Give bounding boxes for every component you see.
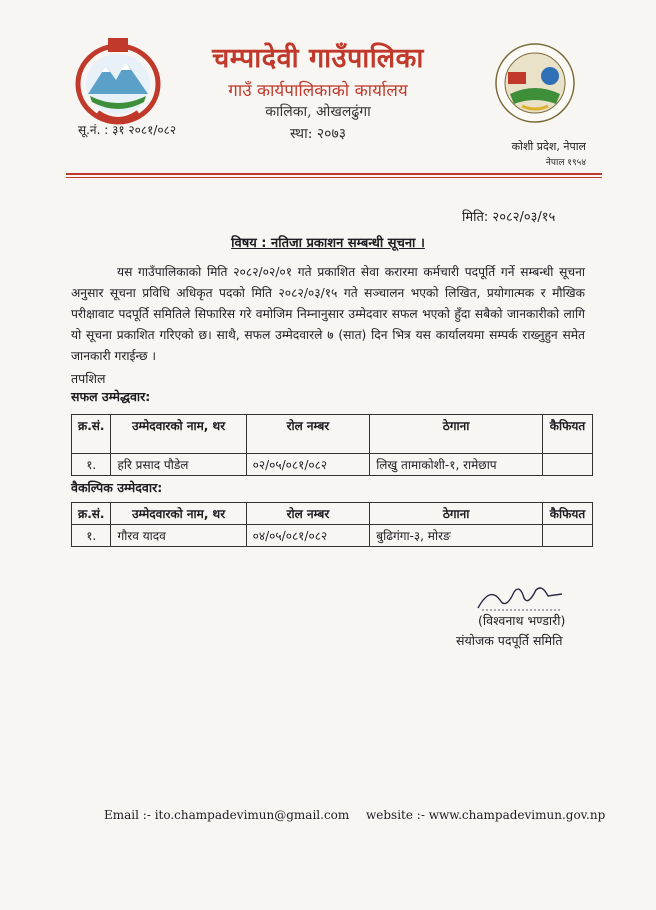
notice-date: मिति: २०८२/०३/१५ <box>462 210 556 225</box>
row-roll-number: ०४/०५/०८१/०८२ <box>246 525 370 547</box>
office-name: गाउँ कार्यपालिकाको कार्यालय <box>228 81 408 101</box>
header-address: ठेगाना <box>370 503 543 525</box>
footer-email: Email :- ito.champadevimun@gmail.com <box>104 808 350 822</box>
header-remarks: कैफियत <box>543 503 593 525</box>
alternate-candidates-table <box>71 502 593 547</box>
row-serial: १. <box>72 525 111 547</box>
municipality-logo-icon <box>494 42 576 124</box>
successful-candidates-label: सफल उम्मेद्धवार: <box>71 389 151 404</box>
row-candidate-name: गौरव यादव <box>111 525 246 547</box>
table-header-row <box>72 415 593 454</box>
table-row <box>72 454 593 476</box>
row-serial: १. <box>72 454 111 476</box>
row-roll-number: ०२/०५/०८१/०८२ <box>246 454 370 476</box>
row-remarks <box>543 525 593 547</box>
province-text: कोशी प्रदेश, नेपाल <box>511 140 586 153</box>
successful-candidates-table <box>71 414 593 476</box>
row-address: लिखु तामाकोशी-१, रामेछाप <box>370 454 543 476</box>
subject-text: विषय : नतिजा प्रकाशन सम्बन्धी सूचना । <box>231 236 425 251</box>
office-address: कालिका, ओखलढुंगा <box>265 104 371 120</box>
row-candidate-name: हरि प्रसाद पौडेल <box>111 454 246 476</box>
header-remarks: कैफियत <box>543 415 593 454</box>
row-remarks <box>543 454 593 476</box>
header-candidate-name: उम्मेदवारको नाम, थर <box>111 503 246 525</box>
header-divider <box>66 173 602 175</box>
notice-subject <box>0 233 656 251</box>
notice-paragraph: यस गाउँपालिकाको मिति २०८२/०२/०१ गते प्रकाशित सेवा करारमा कर्मचारी पदपूर्ति गर्ने सम्बन्धी सूचना अनुसार सूचना प्रविधि अधिकृत पदको मिति २०८२/०३/१५ गते सञ्चालन भएको लिखित, प्रयोगात्मक र मौखिक परीक्षावाट पदपूर्ति समितिले सिफारिस गरे वमोजिम निम्नानुसार उम्मेदवार सफल भएको हुँदा सबैको जानकारीको लागि यो सूचना प्रकाशित गरिएको छ। साथै, सफल उम्मेदवारले ७ (सात) दिन भित्र यस कार्यालयमा सम्पर्क राख्नुहुन समेत जानकारी गराईन्छ । <box>71 265 585 363</box>
municipality-name: चम्पादेवी गाउँपालिका <box>212 43 424 74</box>
header-roll-number: रोल नम्बर <box>246 503 370 525</box>
signatory-title: संयोजक पदपूर्ति समिति <box>456 633 563 648</box>
alternate-candidates-label: वैकल्पिक उम्मेदवार: <box>71 480 163 495</box>
header-roll-number: रोल नम्बर <box>246 415 370 454</box>
established-year: स्था: २०७३ <box>289 126 347 142</box>
signature-icon <box>470 580 570 616</box>
table-row <box>72 525 593 547</box>
header-candidate-name: उम्मेदवारको नाम, थर <box>111 415 246 454</box>
header-serial: क्र.सं. <box>72 415 111 454</box>
header-serial: क्र.सं. <box>72 503 111 525</box>
signatory-name: (विश्वनाथ भण्डारी) <box>478 613 566 628</box>
header-address: ठेगाना <box>370 415 543 454</box>
province-code-text: नेपाल १९५४ <box>545 158 586 168</box>
reference-number: सू.नं. : ३१ २०८१/०८२ <box>78 123 177 137</box>
nepal-emblem-icon <box>72 36 164 126</box>
details-label: तपशिल <box>71 371 106 386</box>
header-divider-thin <box>66 177 602 178</box>
notice-body <box>71 262 585 367</box>
table-header-row <box>72 503 593 525</box>
footer-website: website :- www.champadevimun.gov.np <box>366 808 606 822</box>
row-address: बुढिगंगा-३, मोरङ <box>370 525 543 547</box>
